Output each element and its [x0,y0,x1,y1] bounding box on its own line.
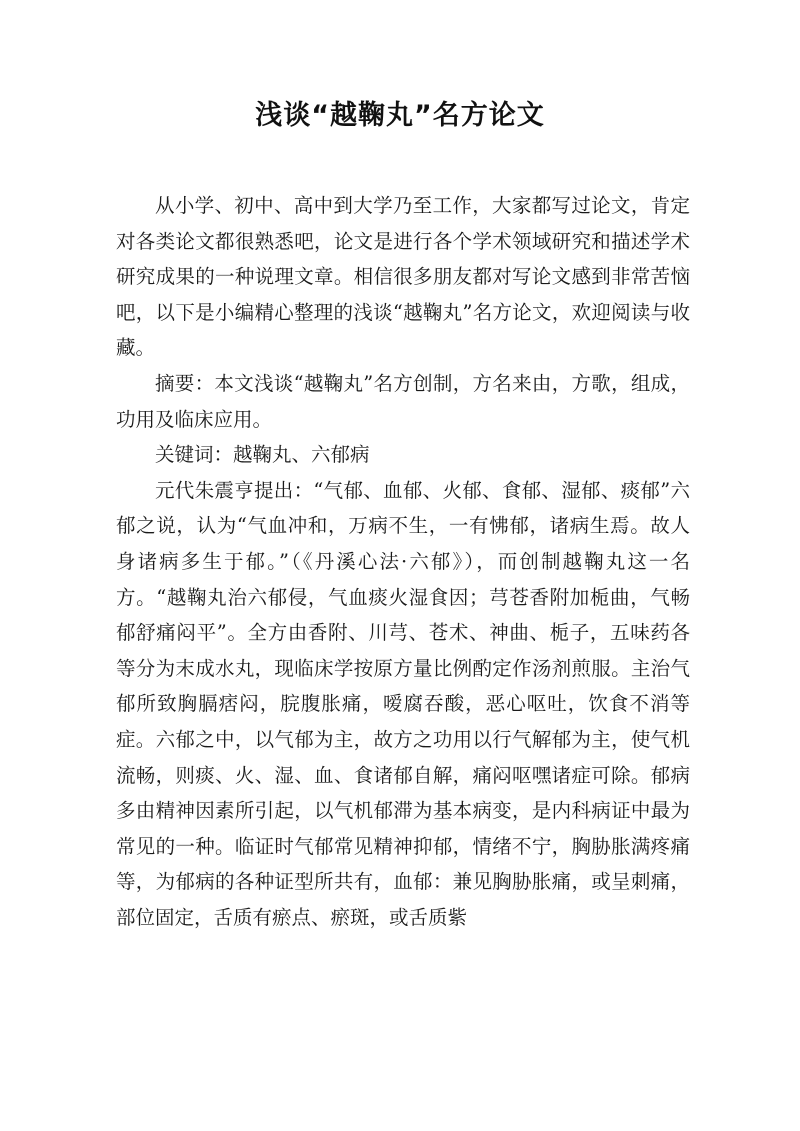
main-text-paragraph: 元代朱震亨提出：“气郁、血郁、火郁、食郁、湿郁、痰郁”六郁之说，认为“气血冲和，万病不生，一有怫郁，诸病生焉。故人身诸病多生于郁。”（《丹溪心法·六郁》），而创制越鞠丸这一名方。“越鞠丸治六郁侵，气血痰火湿食因；芎苍香附加栀曲，气畅郁舒痛闷平”。全方由香附、川芎、苍术、神曲、栀子，五味药各等分为末成水丸，现临床学按原方量比例酌定作汤剂煎服。主治气郁所致胸膈痞闷，脘腹胀痛，嗳腐吞酸，恶心呕吐，饮食不消等症。六郁之中，以气郁为主，故方之功用以行气解郁为主，使气机流畅，则痰、火、湿、血、食诸郁自解，痛闷呕嘿诸症可除。郁病多由精神因素所引起，以气机郁滞为基本病变，是内科病证中最为常见的一种。临证时气郁常见精神抑郁，情绪不宁，胸胁胀满疼痛等，为郁病的各种证型所共有，血郁：兼见胸胁胀痛，或呈刺痛，部位固定，舌质有瘀点、瘀斑，或舌质紫 [116,478,690,929]
document-body [116,188,690,935]
intro-paragraph: 从小学、初中、高中到大学乃至工作，大家都写过论文，肯定对各类论文都很熟悉吧，论文是进行各个学术领域研究和描述学术研究成果的一种说理文章。相信很多朋友都对写论文感到非常苦恼吧，以下是小编精心整理的浅谈“越鞠丸”名方论文，欢迎阅读与收藏。 [116,194,690,360]
keywords-paragraph: 关键词：越鞠丸、六郁病 [155,443,370,467]
document-title: 浅谈“越鞠丸”名方论文 [255,100,545,131]
abstract-paragraph: 摘要：本文浅谈“越鞠丸”名方创制，方名来由，方歌，组成，功用及临床应用。 [116,371,690,431]
